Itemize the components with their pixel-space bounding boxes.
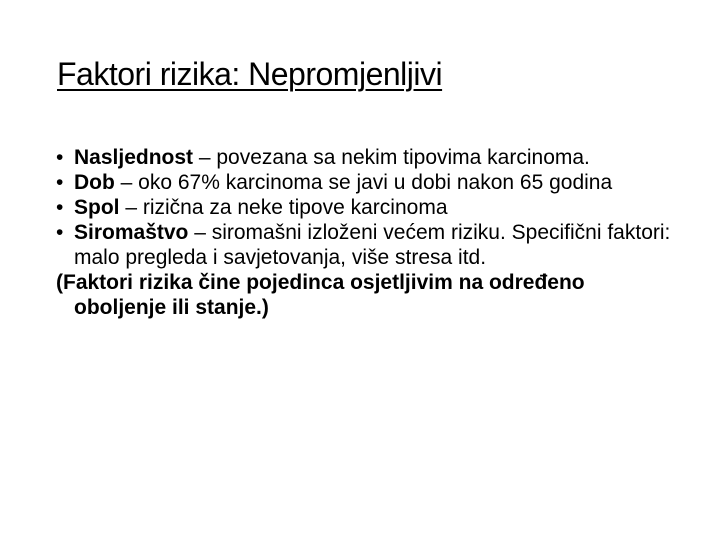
bullet-item-sex [56, 195, 676, 220]
bullet-term: Siromaštvo [74, 221, 189, 244]
bullet-term: Dob [74, 171, 115, 194]
bullet-item-age [56, 170, 676, 195]
bullet-text: – siromašni izloženi većem riziku. Specifični faktori: malo pregleda i savjetovanja, više stresa itd. [74, 221, 671, 269]
slide-title: Faktori rizika: Nepromjenljivi [57, 56, 443, 92]
bullet-term: Nasljednost [74, 146, 194, 169]
bullet-icon: • [56, 196, 64, 219]
bullet-item-heredity [56, 145, 676, 170]
bullet-icon: • [56, 171, 64, 194]
note-paragraph: (Faktori rizika čine pojedinca osjetljivim na određeno oboljenje ili stanje.) [56, 271, 585, 319]
bullet-text: – povezana sa nekim tipovima karcinoma. [193, 146, 590, 169]
bullet-list [56, 145, 676, 320]
bullet-text: – oko 67% karcinoma se javi u dobi nakon 65 godina [114, 171, 613, 194]
bullet-icon: • [56, 221, 64, 244]
bullet-icon: • [56, 146, 64, 169]
bullet-item-poverty [56, 220, 676, 270]
bullet-term: Spol [74, 196, 120, 219]
bullet-text: – rizična za neke tipove karcinoma [119, 196, 448, 219]
